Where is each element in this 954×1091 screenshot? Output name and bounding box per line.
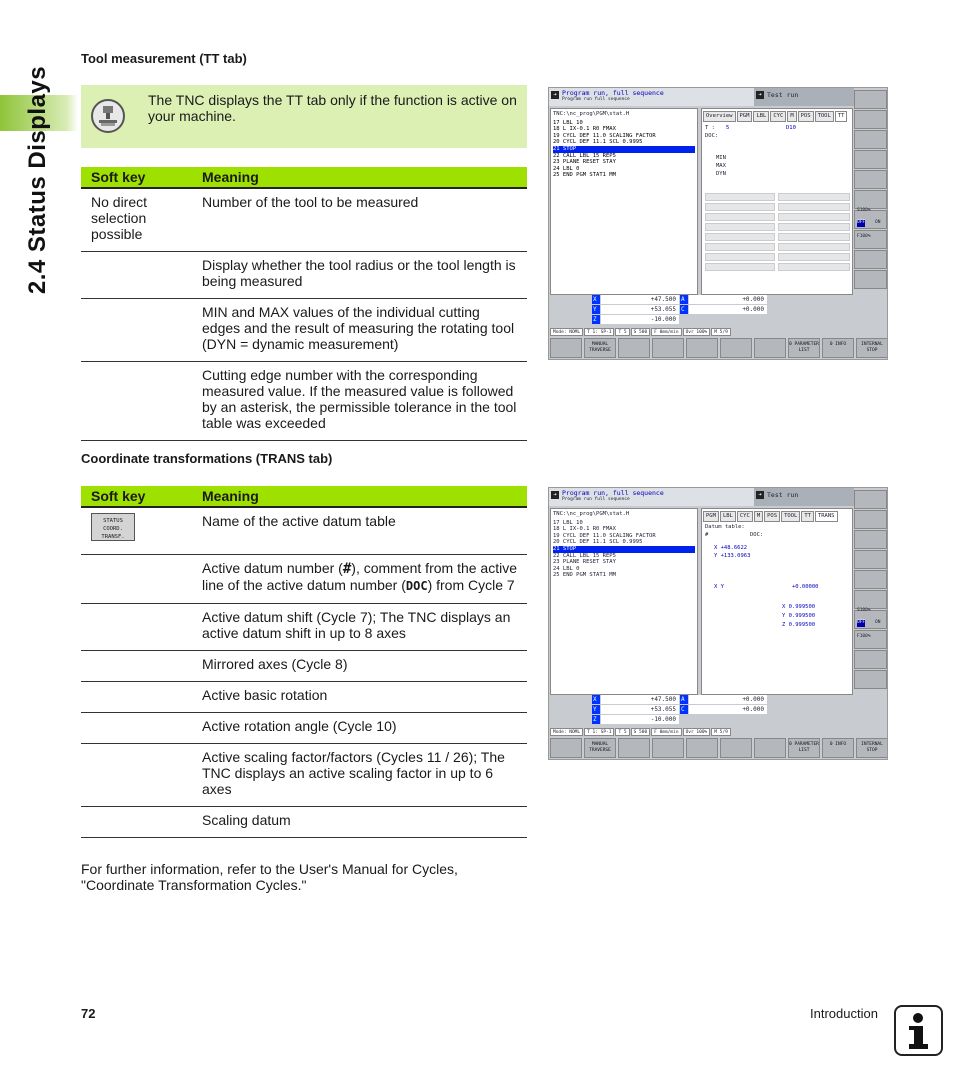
- softkey-cell: [81, 252, 192, 299]
- tab-m[interactable]: M: [754, 511, 763, 522]
- test-run-label: Test run: [767, 91, 799, 99]
- table-row: [81, 650, 527, 681]
- tab-tt[interactable]: TT: [835, 111, 848, 122]
- tab-trans[interactable]: TRANS: [815, 511, 838, 522]
- parameter-list-softkey[interactable]: 0 PARAMETER LIST: [788, 338, 820, 358]
- table-row: [81, 681, 527, 712]
- manual-traverse-softkey[interactable]: MANUAL TRAVERSE: [584, 738, 616, 758]
- softkey[interactable]: [754, 338, 786, 358]
- tab-pos[interactable]: POS: [764, 511, 780, 522]
- table-row: [81, 252, 527, 299]
- softkey[interactable]: [686, 738, 718, 758]
- tab-tt[interactable]: TT: [801, 511, 814, 522]
- table-row: [81, 299, 527, 362]
- softkey[interactable]: [550, 338, 582, 358]
- softkey-cell: [81, 603, 192, 650]
- header-softkey: Soft key: [81, 486, 192, 507]
- parameter-list-softkey[interactable]: 0 PARAMETER LIST: [788, 738, 820, 758]
- program-listing: 17 LBL 10 18 L IX-0.1 R0 FMAX 19 CYCL DEF 11.0 SCALING FACTOR 20 CYCL DEF 11.1 SCL 0.9995 21 STOP 22 CALL LBL 15 REP5 23 PLANE RESET STAY 24 LBL 0 25 END PGM STAT1 MM: [551, 120, 697, 179]
- tab-tool[interactable]: TOOL: [781, 511, 800, 522]
- meaning-cell: MIN and MAX values of the individual cutting edges and the result of measuring the rotating tool (DYN = dynamic measurement): [192, 299, 527, 362]
- meaning-cell: Active basic rotation: [192, 681, 527, 712]
- tab-tool[interactable]: TOOL: [815, 111, 834, 122]
- tab-pgm[interactable]: PGM: [703, 511, 719, 522]
- softkey[interactable]: [618, 738, 650, 758]
- table-row: [81, 188, 527, 252]
- file-path: TNC:\nc_prog\PGM\stat.H: [553, 111, 630, 117]
- internal-stop-softkey[interactable]: INTERNAL STOP: [856, 338, 888, 358]
- further-info: For further information, refer to the User's Manual for Cycles, "Coordinate Transformation Cycles.": [81, 861, 458, 893]
- softkey-cell: [81, 554, 192, 603]
- test-run-icon: ➔: [756, 491, 764, 499]
- tab-pos[interactable]: POS: [798, 111, 814, 122]
- section-title-tt: Tool measurement (TT tab): [81, 51, 247, 66]
- tt-table: [81, 167, 527, 441]
- table-header-row: [81, 486, 527, 507]
- softkey[interactable]: [652, 338, 684, 358]
- softkey-cell: [81, 507, 192, 554]
- page-number: 72: [81, 1006, 96, 1021]
- manual-traverse-softkey[interactable]: MANUAL TRAVERSE: [584, 338, 616, 358]
- info-i-icon: [894, 1005, 943, 1056]
- meaning-cell: Active rotation angle (Cycle 10): [192, 712, 527, 743]
- meaning-cell: Active datum shift (Cycle 7); The TNC displays an active datum shift in up to 8 axes: [192, 603, 527, 650]
- meaning-cell: Display whether the tool radius or the tool length is being measured: [192, 252, 527, 299]
- info-note: [81, 85, 527, 148]
- table-row: [81, 507, 527, 554]
- chapter-side-label: 2.4 Status Displays: [24, 65, 52, 295]
- header-meaning: Meaning: [192, 167, 527, 188]
- softkey[interactable]: [686, 338, 718, 358]
- softkey[interactable]: [618, 338, 650, 358]
- table-row: [81, 554, 527, 603]
- section-title-trans: Coordinate transformations (TRANS tab): [81, 451, 333, 466]
- mode-title: Program run, full sequence: [562, 89, 664, 97]
- softkey-cell: [81, 806, 192, 837]
- tnc-screen-tt: ➔ Program run, full sequence Program run full sequence ➔ Test run TNC:\nc_prog\PGM\stat.H 17 LBL 10 18 L IX-0.1 R0 FMAX 19 CYCL DEF 11.0 SCALING FACTOR 20 CYCL DEF 11.1 SCL 0.9995 21 STOP 22 CALL LBL 15 REP5 23 PLANE RESET STAY 24 LBL 0 25 END PGM STAT1 MM Overview PGM LBL CYC M POS TOOL TT T : 5 D10 DOC: MIN MAX DYN X +47.500 A +0.000 Y +53.055 C +0.000 Z -10.000 Mode: NOML T 1: SP-1 T 5 S 500 F 0mm/min Ovr 100% M 5/9 MANUAL TRAVERSE 0 PARAMETER LIST 0 INFO INTERNAL STOP S100% F100% OFF ON: [548, 87, 888, 360]
- meaning-cell: Mirrored axes (Cycle 8): [192, 650, 527, 681]
- softkey-cell: [81, 362, 192, 441]
- table-row: [81, 743, 527, 806]
- tab-cyc[interactable]: CYC: [737, 511, 753, 522]
- info-softkey[interactable]: 0 INFO: [822, 338, 854, 358]
- meaning-cell: Active datum number (#), comment from the active line of the active datum number (DOC) from Cycle 7: [192, 554, 527, 603]
- softkey-cell: No direct selection possible: [81, 188, 192, 252]
- mode-subtitle: Program run full sequence: [562, 97, 630, 102]
- softkey[interactable]: [720, 738, 752, 758]
- header-softkey: Soft key: [81, 167, 192, 188]
- note-text: The TNC displays the TT tab only if the function is active on your machine.: [148, 92, 517, 124]
- table-header-row: [81, 167, 527, 188]
- tnc-screen-trans: ➔ Program run, full sequence Program run full sequence ➔ Test run TNC:\nc_prog\PGM\stat.H 17 LBL 10 18 L IX-0.1 R0 FMAX 19 CYCL DEF 11.0 SCALING FACTOR 20 CYCL DEF 11.1 SCL 0.9995 21 STOP 22 CALL LBL 15 REP5 23 PLANE RESET STAY 24 LBL 0 25 END PGM STAT1 MM PGM LBL CYC M POS TOOL TT TRANS Datum table: # DOC: X +48.6622 Y +133.0963 X Y +0.00000 X 0.999500 Y 0.999500 Z 0.999500 X +47.500 A +0.000 Y +53.055 C +0.000 Z -10.000 Mode: NOML T 1: SP-1 T 5 S 500 F 0mm/min Ovr 100% M 5/9 MANUAL TRAVERSE 0 PARAMETER LIST 0 INFO INTERNAL STOP S100% F100% OFF ON: [548, 487, 888, 760]
- meaning-cell: Scaling datum: [192, 806, 527, 837]
- tab-lbl[interactable]: LBL: [753, 111, 769, 122]
- program-run-icon: ➔: [551, 491, 559, 499]
- softkey-cell: [81, 650, 192, 681]
- meaning-cell: Active scaling factor/factors (Cycles 11 / 26); The TNC displays an active scaling factor in up to 6 axes: [192, 743, 527, 806]
- tab-pgm[interactable]: PGM: [737, 111, 753, 122]
- status-coord-transf-softkey[interactable]: STATUS COORD. TRANSF.: [91, 513, 135, 541]
- meaning-cell: Cutting edge number with the corresponding measured value. If the measured value is followed by an asterisk, the permissible tolerance in the tool table was exceeded: [192, 362, 527, 441]
- info-softkey[interactable]: 0 INFO: [822, 738, 854, 758]
- softkey-cell: [81, 299, 192, 362]
- chapter-name: Introduction: [810, 1006, 878, 1021]
- trans-table: [81, 486, 527, 838]
- softkey[interactable]: [720, 338, 752, 358]
- softkey-cell: [81, 681, 192, 712]
- table-row: [81, 806, 527, 837]
- table-row: [81, 362, 527, 441]
- header-meaning: Meaning: [192, 486, 527, 507]
- tab-overview[interactable]: Overview: [703, 111, 736, 122]
- table-row: [81, 603, 527, 650]
- softkey[interactable]: [550, 738, 582, 758]
- machine-tool-icon: [91, 99, 125, 133]
- softkey[interactable]: [754, 738, 786, 758]
- program-run-icon: ➔: [551, 91, 559, 99]
- tab-m[interactable]: M: [787, 111, 796, 122]
- softkey[interactable]: [652, 738, 684, 758]
- softkey-cell: [81, 712, 192, 743]
- meaning-cell: Number of the tool to be measured: [192, 188, 527, 252]
- table-row: [81, 712, 527, 743]
- meaning-cell: Name of the active datum table: [192, 507, 527, 554]
- test-run-icon: ➔: [756, 91, 764, 99]
- tab-lbl[interactable]: LBL: [720, 511, 736, 522]
- softkey-cell: [81, 743, 192, 806]
- internal-stop-softkey[interactable]: INTERNAL STOP: [856, 738, 888, 758]
- tab-cyc[interactable]: CYC: [770, 111, 786, 122]
- program-listing: 17 LBL 10 18 L IX-0.1 R0 FMAX 19 CYCL DEF 11.0 SCALING FACTOR 20 CYCL DEF 11.1 SCL 0.9995 21 STOP 22 CALL LBL 15 REP5 23 PLANE RESET STAY 24 LBL 0 25 END PGM STAT1 MM: [551, 520, 697, 579]
